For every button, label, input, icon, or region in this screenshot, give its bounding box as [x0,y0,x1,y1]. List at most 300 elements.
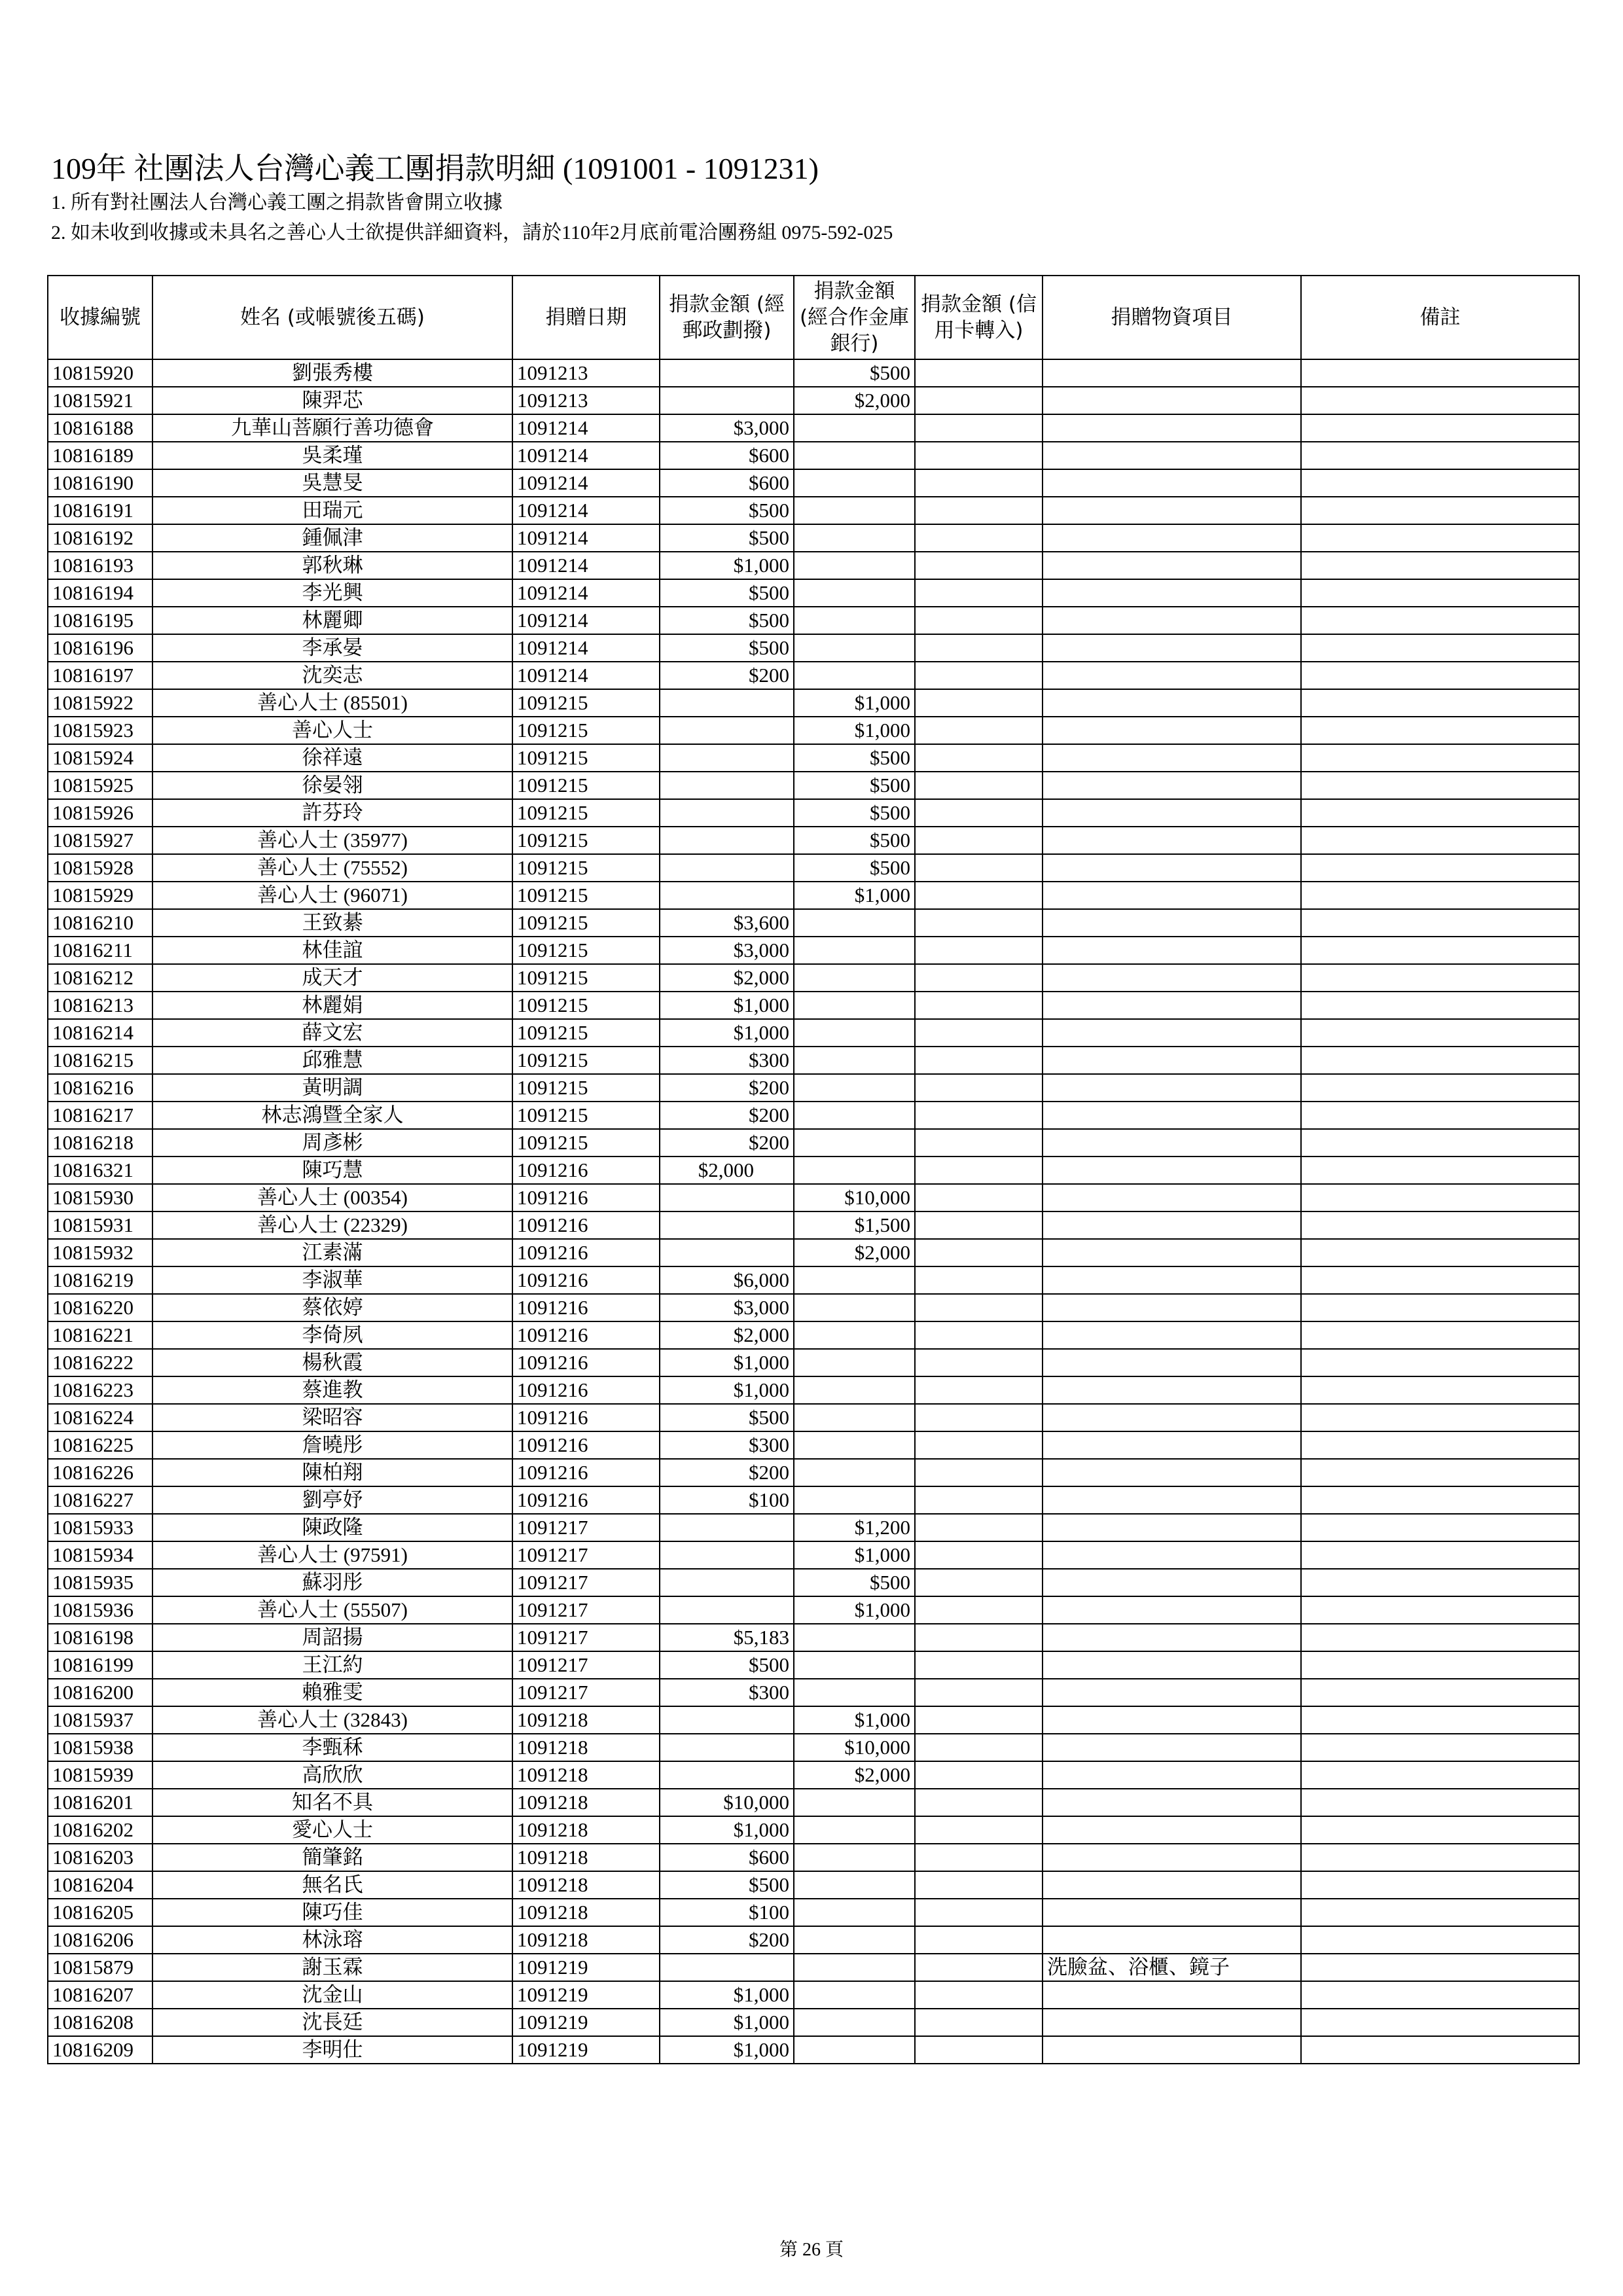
cell-receipt-number: 10816222 [48,1349,152,1376]
cell-amount-bank [794,1404,915,1431]
cell-amount-credit-card [915,909,1043,937]
cell-amount-credit-card [915,2009,1043,2036]
cell-donated-items [1043,1486,1301,1514]
cell-amount-credit-card [915,1816,1043,1844]
cell-amount-credit-card [915,1651,1043,1679]
cell-donation-date: 1091218 [512,1899,660,1926]
cell-amount-postal: $100 [660,1486,794,1514]
table-row [48,772,1579,799]
cell-receipt-number: 10815928 [48,854,152,882]
cell-donor-name: 徐祥遠 [152,744,512,772]
cell-donation-date: 1091218 [512,1926,660,1954]
cell-donated-items [1043,442,1301,469]
cell-donor-name: 善心人士 (35977) [152,827,512,854]
cell-amount-credit-card [915,2036,1043,2064]
cell-receipt-number: 10815921 [48,387,152,414]
table-row [48,827,1579,854]
cell-remarks [1301,1459,1579,1486]
cell-amount-credit-card [915,1211,1043,1239]
cell-donation-date: 1091217 [512,1651,660,1679]
cell-amount-postal: $2,000 [660,1321,794,1349]
cell-donation-date: 1091214 [512,469,660,497]
cell-donor-name: 成天才 [152,964,512,992]
cell-receipt-number: 10816218 [48,1129,152,1157]
cell-donated-items [1043,1541,1301,1569]
cell-donated-items [1043,579,1301,607]
cell-donation-date: 1091217 [512,1569,660,1596]
cell-donation-date: 1091214 [512,634,660,662]
cell-donated-items [1043,634,1301,662]
cell-donation-date: 1091215 [512,689,660,717]
cell-receipt-number: 10816206 [48,1926,152,1954]
cell-amount-postal: $6,000 [660,1266,794,1294]
cell-remarks [1301,359,1579,387]
cell-amount-bank [794,1349,915,1376]
cell-amount-credit-card [915,937,1043,964]
cell-amount-postal: $300 [660,1679,794,1706]
table-row [48,579,1579,607]
table-row [48,1047,1579,1074]
cell-donation-date: 1091217 [512,1541,660,1569]
cell-amount-credit-card [915,1074,1043,1102]
cell-donated-items [1043,964,1301,992]
cell-donor-name: 劉張秀樓 [152,359,512,387]
cell-receipt-number: 10816321 [48,1157,152,1184]
cell-amount-credit-card [915,1981,1043,2009]
cell-amount-bank: $1,000 [794,1541,915,1569]
cell-receipt-number: 10815932 [48,1239,152,1266]
cell-donor-name: 九華山菩願行善功德會 [152,414,512,442]
cell-donor-name: 田瑞元 [152,497,512,524]
cell-amount-credit-card [915,1459,1043,1486]
cell-remarks [1301,1651,1579,1679]
cell-amount-postal [660,689,794,717]
cell-amount-postal: $300 [660,1431,794,1459]
cell-donation-date: 1091219 [512,1954,660,1981]
cell-amount-credit-card [915,1706,1043,1734]
cell-remarks [1301,1789,1579,1816]
table-row [48,1349,1579,1376]
cell-donated-items [1043,469,1301,497]
cell-donated-items [1043,359,1301,387]
cell-donation-date: 1091215 [512,744,660,772]
cell-donated-items [1043,1266,1301,1294]
cell-amount-bank: $500 [794,854,915,882]
cell-amount-credit-card [915,717,1043,744]
cell-remarks [1301,1211,1579,1239]
cell-amount-credit-card [915,1321,1043,1349]
table-row [48,2036,1579,2064]
cell-amount-bank [794,1294,915,1321]
cell-amount-credit-card [915,387,1043,414]
cell-receipt-number: 10815934 [48,1541,152,1569]
cell-donor-name: 李倚夙 [152,1321,512,1349]
cell-amount-postal: $5,183 [660,1624,794,1651]
cell-donor-name: 徐晏翎 [152,772,512,799]
cell-amount-credit-card [915,1047,1043,1074]
cell-amount-postal [660,359,794,387]
cell-amount-credit-card [915,1239,1043,1266]
cell-remarks [1301,1734,1579,1761]
cell-donation-date: 1091217 [512,1624,660,1651]
header-donation-date: 捐贈日期 [512,276,660,359]
cell-remarks [1301,1679,1579,1706]
cell-donated-items [1043,1871,1301,1899]
cell-receipt-number: 10816189 [48,442,152,469]
cell-amount-bank [794,1981,915,2009]
cell-amount-credit-card [915,1596,1043,1624]
cell-amount-postal [660,882,794,909]
table-row [48,2009,1579,2036]
cell-remarks [1301,1157,1579,1184]
cell-amount-credit-card [915,607,1043,634]
cell-amount-postal: $200 [660,1926,794,1954]
cell-donated-items [1043,1431,1301,1459]
cell-amount-credit-card [915,634,1043,662]
table-row [48,909,1579,937]
page-number: 第 26 頁 [779,2240,844,2260]
cell-donation-date: 1091214 [512,552,660,579]
table-row [48,937,1579,964]
note-receipt-policy: 1. 所有對社團法人台灣心義工團之捐款皆會開立收據 [51,192,503,213]
cell-amount-postal: $500 [660,1871,794,1899]
cell-donor-name: 王致綦 [152,909,512,937]
header-amount-bank: 捐款金額 (經合作金庫銀行) [794,276,915,359]
cell-remarks [1301,1596,1579,1624]
cell-donation-date: 1091217 [512,1596,660,1624]
cell-amount-credit-card [915,442,1043,469]
cell-receipt-number: 10816196 [48,634,152,662]
cell-amount-bank: $500 [794,772,915,799]
cell-amount-postal [660,1596,794,1624]
cell-amount-bank [794,1954,915,1981]
cell-amount-bank [794,1871,915,1899]
table-row [48,1844,1579,1871]
cell-amount-postal [660,799,794,827]
cell-remarks [1301,469,1579,497]
cell-amount-credit-card [915,662,1043,689]
table-row [48,414,1579,442]
cell-remarks [1301,1569,1579,1596]
table-row [48,1404,1579,1431]
cell-donor-name: 沈長廷 [152,2009,512,2036]
cell-donated-items [1043,607,1301,634]
cell-amount-bank: $2,000 [794,1239,915,1266]
cell-donation-date: 1091215 [512,772,660,799]
cell-amount-postal: $500 [660,607,794,634]
cell-donation-date: 1091214 [512,579,660,607]
cell-donation-date: 1091216 [512,1404,660,1431]
cell-amount-bank [794,1679,915,1706]
cell-amount-postal [660,1184,794,1211]
cell-amount-bank: $1,500 [794,1211,915,1239]
cell-remarks [1301,1294,1579,1321]
cell-donated-items [1043,772,1301,799]
cell-amount-bank [794,1844,915,1871]
cell-donated-items [1043,552,1301,579]
cell-remarks [1301,1954,1579,1981]
cell-amount-credit-card [915,799,1043,827]
cell-amount-credit-card [915,1679,1043,1706]
cell-donated-items [1043,1404,1301,1431]
cell-receipt-number: 10816224 [48,1404,152,1431]
cell-remarks [1301,2009,1579,2036]
cell-receipt-number: 10816211 [48,937,152,964]
cell-amount-credit-card [915,689,1043,717]
cell-amount-bank [794,634,915,662]
cell-amount-credit-card [915,1954,1043,1981]
cell-receipt-number: 10815923 [48,717,152,744]
cell-amount-credit-card [915,882,1043,909]
cell-amount-credit-card [915,469,1043,497]
cell-amount-credit-card [915,1376,1043,1404]
cell-donated-items [1043,1761,1301,1789]
cell-donation-date: 1091214 [512,442,660,469]
cell-amount-postal [660,827,794,854]
cell-amount-bank [794,937,915,964]
cell-remarks [1301,964,1579,992]
table-row [48,992,1579,1019]
table-row [48,1789,1579,1816]
cell-amount-bank: $2,000 [794,387,915,414]
cell-donation-date: 1091216 [512,1349,660,1376]
cell-receipt-number: 10816198 [48,1624,152,1651]
cell-amount-postal [660,1761,794,1789]
cell-donated-items [1043,1047,1301,1074]
cell-remarks [1301,1129,1579,1157]
cell-donated-items [1043,937,1301,964]
cell-amount-bank [794,1074,915,1102]
cell-donor-name: 善心人士 (22329) [152,1211,512,1239]
cell-receipt-number: 10816197 [48,662,152,689]
cell-amount-bank [794,2009,915,2036]
cell-receipt-number: 10816201 [48,1789,152,1816]
cell-donated-items [1043,1239,1301,1266]
cell-amount-credit-card [915,1789,1043,1816]
cell-remarks [1301,882,1579,909]
table-row [48,1074,1579,1102]
cell-donor-name: 善心人士 (55507) [152,1596,512,1624]
cell-donation-date: 1091216 [512,1376,660,1404]
cell-amount-postal: $200 [660,1074,794,1102]
cell-amount-postal: $500 [660,1651,794,1679]
table-row [48,1541,1579,1569]
cell-remarks [1301,1761,1579,1789]
cell-remarks [1301,827,1579,854]
cell-receipt-number: 10816203 [48,1844,152,1871]
header-donated-items: 捐贈物資項目 [1043,276,1301,359]
cell-amount-credit-card [915,772,1043,799]
cell-amount-postal [660,1514,794,1541]
cell-receipt-number: 10815922 [48,689,152,717]
cell-donor-name: 林佳誼 [152,937,512,964]
cell-donor-name: 李承晏 [152,634,512,662]
table-row [48,964,1579,992]
cell-remarks [1301,1486,1579,1514]
cell-donor-name: 知名不具 [152,1789,512,1816]
cell-donated-items [1043,689,1301,717]
cell-amount-credit-card [915,854,1043,882]
table-row [48,689,1579,717]
table-row [48,1266,1579,1294]
cell-amount-credit-card [915,1184,1043,1211]
table-row [48,1459,1579,1486]
cell-remarks [1301,1871,1579,1899]
cell-amount-bank: $1,000 [794,1596,915,1624]
cell-donation-date: 1091216 [512,1211,660,1239]
cell-receipt-number: 10816199 [48,1651,152,1679]
cell-donor-name: 林麗娟 [152,992,512,1019]
cell-donated-items [1043,1129,1301,1157]
cell-amount-bank: $2,000 [794,1761,915,1789]
cell-amount-postal: $1,000 [660,1376,794,1404]
cell-donation-date: 1091219 [512,2036,660,2064]
cell-donation-date: 1091218 [512,1734,660,1761]
cell-amount-credit-card [915,552,1043,579]
cell-donor-name: 謝玉霖 [152,1954,512,1981]
cell-donated-items [1043,1981,1301,2009]
cell-donated-items [1043,1294,1301,1321]
cell-donor-name: 善心人士 (85501) [152,689,512,717]
cell-donation-date: 1091213 [512,387,660,414]
table-row [48,1102,1579,1129]
cell-amount-credit-card [915,524,1043,552]
cell-amount-bank: $500 [794,1569,915,1596]
table-row [48,1486,1579,1514]
cell-donor-name: 郭秋琳 [152,552,512,579]
cell-donated-items [1043,1514,1301,1541]
cell-amount-bank: $500 [794,827,915,854]
cell-amount-credit-card [915,1129,1043,1157]
cell-amount-postal: $1,000 [660,1019,794,1047]
cell-amount-postal: $1,000 [660,1816,794,1844]
cell-receipt-number: 10816219 [48,1266,152,1294]
table-row [48,854,1579,882]
cell-receipt-number: 10816227 [48,1486,152,1514]
cell-donor-name: 周彥彬 [152,1129,512,1157]
cell-receipt-number: 10816221 [48,1321,152,1349]
cell-donated-items [1043,1157,1301,1184]
cell-amount-credit-card [915,964,1043,992]
cell-amount-postal: $100 [660,1899,794,1926]
table-row [48,1816,1579,1844]
table-header-row [48,276,1579,359]
cell-amount-postal: $600 [660,469,794,497]
cell-receipt-number: 10816215 [48,1047,152,1074]
cell-receipt-number: 10816204 [48,1871,152,1899]
cell-amount-credit-card [915,1624,1043,1651]
cell-donation-date: 1091217 [512,1514,660,1541]
table-row [48,1734,1579,1761]
table-row [48,1899,1579,1926]
cell-remarks [1301,1321,1579,1349]
cell-donor-name: 高欣欣 [152,1761,512,1789]
table-row [48,1981,1579,2009]
cell-remarks [1301,1266,1579,1294]
header-receipt-number: 收據編號 [48,276,152,359]
cell-donation-date: 1091216 [512,1294,660,1321]
cell-donated-items [1043,414,1301,442]
cell-donor-name: 李明仕 [152,2036,512,2064]
cell-donation-date: 1091215 [512,717,660,744]
cell-receipt-number: 10815920 [48,359,152,387]
cell-amount-bank [794,1019,915,1047]
cell-receipt-number: 10816190 [48,469,152,497]
cell-donation-date: 1091214 [512,607,660,634]
cell-remarks [1301,1541,1579,1569]
table-row [48,1157,1579,1184]
cell-amount-bank [794,992,915,1019]
cell-amount-postal [660,1239,794,1266]
table-row [48,1926,1579,1954]
cell-remarks [1301,579,1579,607]
cell-donor-name: 詹曉彤 [152,1431,512,1459]
cell-donor-name: 楊秋霞 [152,1349,512,1376]
cell-amount-credit-card [915,1266,1043,1294]
cell-receipt-number: 10815927 [48,827,152,854]
cell-donation-date: 1091216 [512,1239,660,1266]
cell-donated-items [1043,1734,1301,1761]
table-row [48,1596,1579,1624]
cell-remarks [1301,1926,1579,1954]
cell-amount-bank: $1,000 [794,1706,915,1734]
cell-amount-bank [794,1431,915,1459]
cell-donated-items [1043,1019,1301,1047]
cell-donated-items [1043,1211,1301,1239]
cell-remarks [1301,1431,1579,1459]
cell-amount-credit-card [915,1844,1043,1871]
cell-remarks [1301,772,1579,799]
cell-donated-items [1043,1376,1301,1404]
cell-donated-items [1043,2009,1301,2036]
cell-donated-items [1043,387,1301,414]
cell-donated-items [1043,717,1301,744]
cell-donor-name: 劉亭妤 [152,1486,512,1514]
table-row [48,387,1579,414]
cell-remarks [1301,497,1579,524]
cell-donor-name: 周詔揚 [152,1624,512,1651]
donation-table [47,275,1580,2064]
cell-donated-items [1043,2036,1301,2064]
cell-amount-postal: $500 [660,1404,794,1431]
cell-receipt-number: 10816216 [48,1074,152,1102]
cell-amount-credit-card [915,744,1043,772]
cell-amount-credit-card [915,1734,1043,1761]
cell-remarks [1301,1514,1579,1541]
cell-receipt-number: 10816213 [48,992,152,1019]
cell-amount-postal [660,1541,794,1569]
cell-amount-credit-card [915,1431,1043,1459]
cell-amount-postal: $2,000 [660,964,794,992]
cell-donation-date: 1091218 [512,1844,660,1871]
cell-donation-date: 1091214 [512,497,660,524]
cell-donor-name: 善心人士 (32843) [152,1706,512,1734]
document-title: 109年 社團法人台灣心義工團捐款明細 (1091001 - 1091231) [51,152,819,185]
cell-amount-credit-card [915,1871,1043,1899]
cell-receipt-number: 10815924 [48,744,152,772]
table-row [48,524,1579,552]
cell-amount-bank [794,1266,915,1294]
cell-donation-date: 1091215 [512,1102,660,1129]
cell-donation-date: 1091216 [512,1157,660,1184]
cell-donation-date: 1091215 [512,799,660,827]
cell-amount-bank [794,1899,915,1926]
cell-amount-bank: $1,200 [794,1514,915,1541]
cell-donor-name: 梁昭容 [152,1404,512,1431]
cell-donor-name: 李光興 [152,579,512,607]
cell-donated-items [1043,1789,1301,1816]
cell-amount-postal: $300 [660,1047,794,1074]
